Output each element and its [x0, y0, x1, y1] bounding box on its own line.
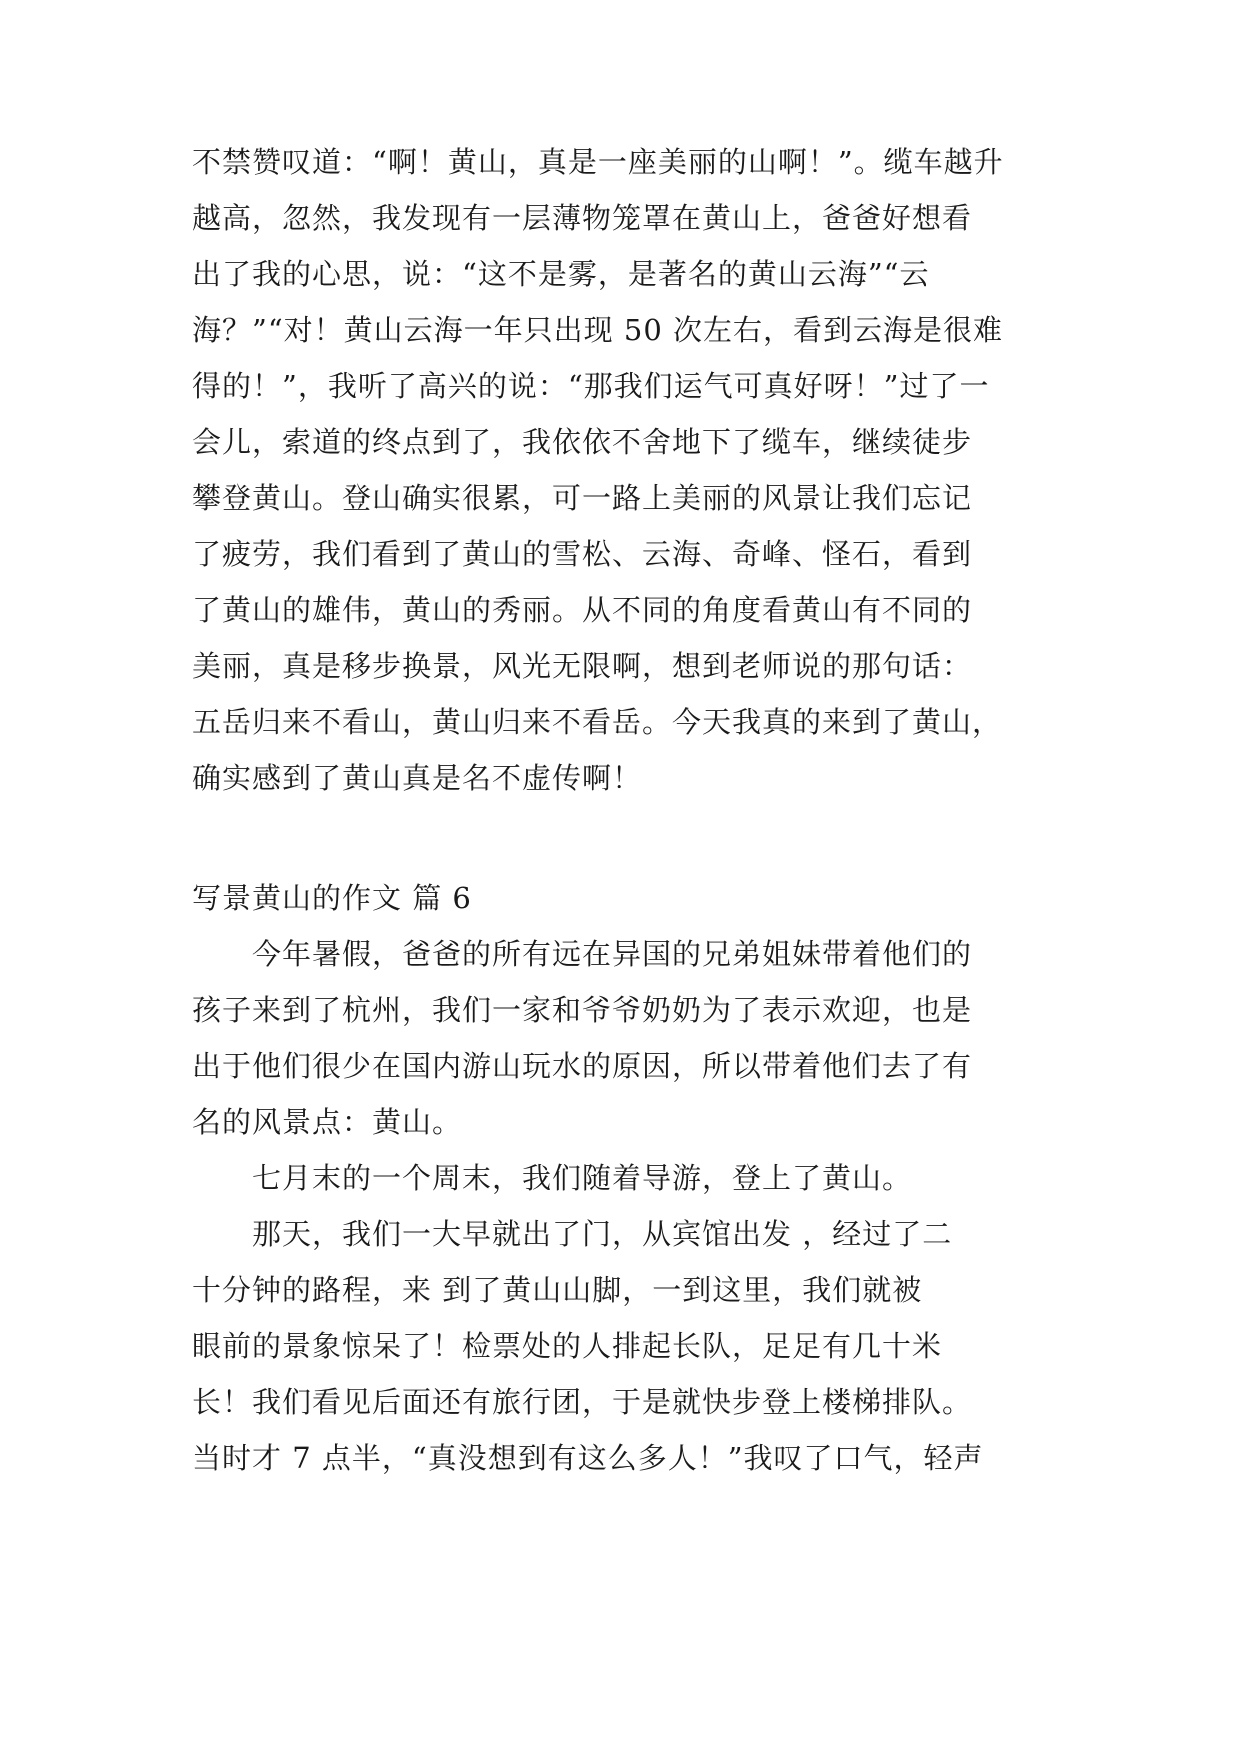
text-line: 出了我的心思，说：“这不是雾，是著名的黄山云海”“云: [192, 257, 930, 291]
section-title: 写景黄山的作文 篇 6: [192, 881, 472, 915]
text-line: 确实感到了黄山真是名不虚传啊！: [192, 761, 643, 795]
text-line: 会儿，索道的终点到了，我依依不舍地下了缆车，继续徒步: [192, 425, 973, 459]
text-line: 今年暑假，爸爸的所有远在异国的兄弟姐妹带着他们的: [252, 937, 973, 971]
text-line: 美丽，真是移步换景，风光无限啊，想到老师说的那句话：: [192, 649, 973, 683]
text-line: 七月末的一个周末，我们随着导游，登上了黄山。: [252, 1161, 913, 1195]
text-line: 当时才 7 点半，“真没想到有这么多人！”我叹了口气，轻声: [192, 1441, 984, 1475]
text-line: 了黄山的雄伟，黄山的秀丽。从不同的角度看黄山有不同的: [192, 593, 973, 627]
text-line: 名的风景点：黄山。: [192, 1105, 463, 1139]
text-line: 越高，忽然，我发现有一层薄物笼罩在黄山上，爸爸好想看: [192, 201, 973, 235]
text-line: 孩子来到了杭州，我们一家和爷爷奶奶为了表示欢迎，也是: [192, 993, 973, 1027]
text-line: 五岳归来不看山，黄山归来不看岳。今天我真的来到了黄山，: [192, 705, 1003, 739]
text-line: 攀登黄山。登山确实很累，可一路上美丽的风景让我们忘记: [192, 481, 973, 515]
text-line: 出于他们很少在国内游山玩水的原因，所以带着他们去了有: [192, 1049, 973, 1083]
text-line: 海？”“对！黄山云海一年只出现 50 次左右，看到云海是很难: [192, 313, 1003, 347]
text-line: 眼前的景象惊呆了！检票处的人排起长队，足足有几十米: [192, 1329, 943, 1363]
text-line: 那天，我们一大早就出了门，从宾馆出发 ，经过了二: [252, 1217, 953, 1251]
text-line: 不禁赞叹道：“啊！黄山，真是一座美丽的山啊！”。缆车越升: [192, 145, 1004, 179]
text-line: 十分钟的路程，来 到了黄山山脚，一到这里，我们就被: [192, 1273, 923, 1307]
text-line: 了疲劳，我们看到了黄山的雪松、云海、奇峰、怪石，看到: [192, 537, 973, 571]
text-line: 长！我们看见后面还有旅行团，于是就快步登上楼梯排队。: [192, 1385, 973, 1419]
text-line: 得的！”，我听了高兴的说：“那我们运气可真好呀！”过了一: [192, 369, 990, 403]
